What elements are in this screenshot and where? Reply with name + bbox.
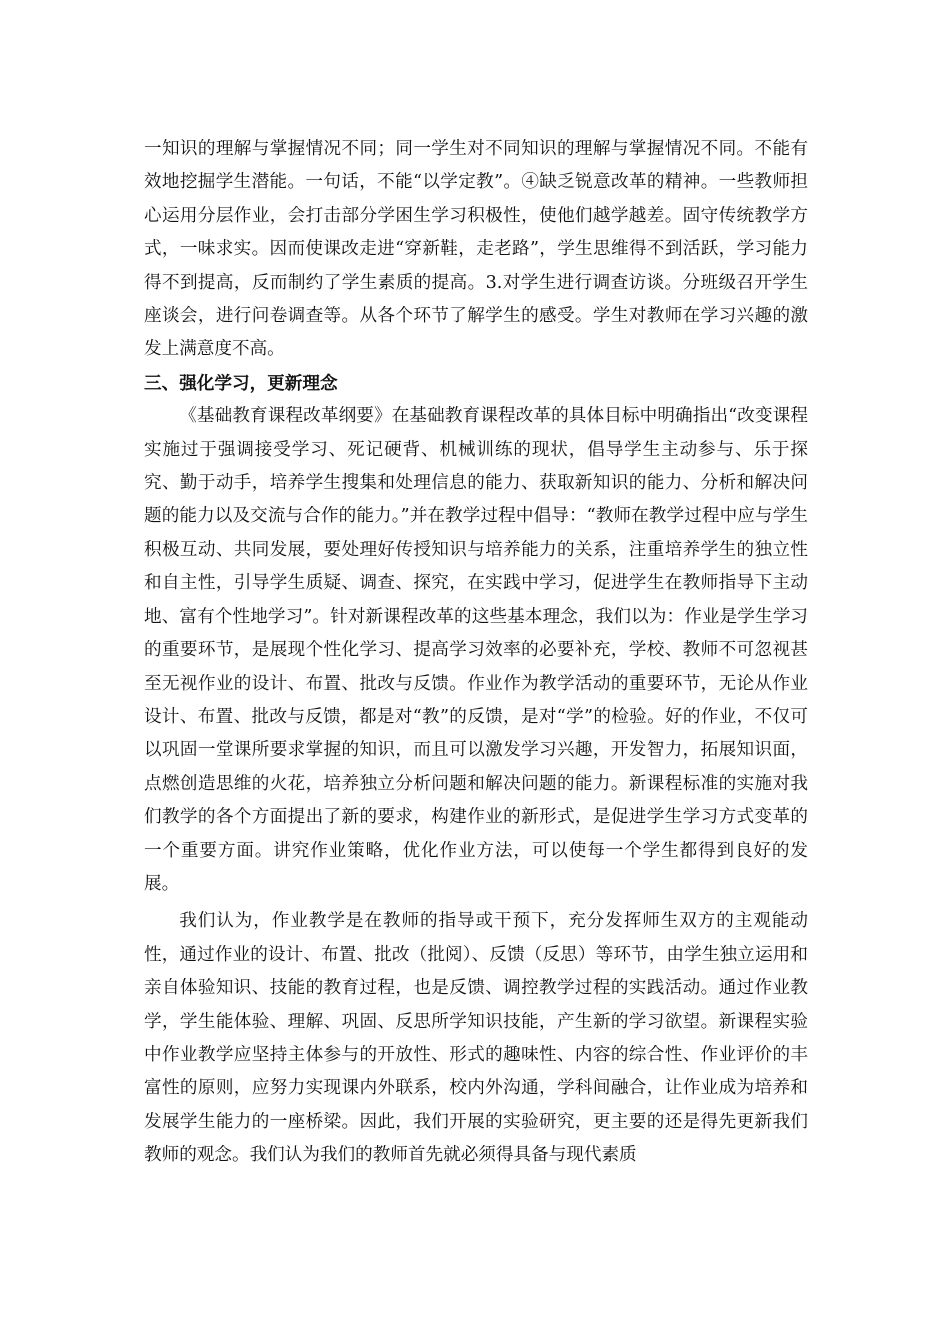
section-heading: 三、强化学习，更新理念	[144, 372, 338, 394]
paragraph-continuation: 一知识的理解与掌握情况不同；同一学生对不同知识的理解与掌握情况不同。不能有效地挖掘学生潜能。一句话，不能“以学定教”。④缺乏锐意改革的精神。一些教师担心运用分层作业，会打击部分学困生学习积极性，使他们越学越差。固守传统教学方式，一味求实。因而使课改走进“穿新鞋，走老路”，学生思维得不到活跃，学习能力得不到提高，反而制约了学生素质的提高。3.对学生进行调查访谈。分班级召开学生座谈会，进行问卷调查等。从各个环节了解学生的感受。学生对教师在学习兴趣的激发上满意度不高。	[144, 139, 808, 360]
paragraph-curriculum-outline: 《基础教育课程改革纲要》在基础教育课程改革的具体目标中明确指出“改变课程实施过于强调接受学习、死记硬背、机械训练的现状，倡导学生主动参与、乐于探究、勤于动手，培养学生搜集和处理信息的能力、获取新知识的能力、分析和解决问题的能力以及交流与合作的能力。”并在教学过程中倡导：“教师在教学过程中应与学生积极互动、共同发展，要处理好传授知识与培养能力的关系，注重培养学生的独立性和自主性，引导学生质疑、调查、探究，在实践中学习，促进学生在教师指导下主动地、富有个性地学习”。针对新课程改革的这些基本理念，我们以为：作业是学生学习的重要环节，是展现个性化学习、提高学习效率的必要补充，学校、教师不可忽视甚至无视作业的设计、布置、批改与反馈。作业作为教学活动的重要环节，无论从作业设计、布置、批改与反馈，都是对“教”的反馈，是对“学”的检验。好的作业，不仅可以巩固一堂课所要求掌握的知识，而且可以激发学习兴趣，开发智力，拓展知识面，点燃创造思维的火花，培养独立分析问题和解决问题的能力。新课程标准的实施对我们教学的各个方面提出了新的要求，构建作业的新形式，是促进学生学习方式变革的一个重要方面。讲究作业策略，优化作业方法，可以使每一个学生都得到良好的发展。	[144, 406, 808, 894]
document-page	[144, 133, 808, 1173]
paragraph-homework-belief: 我们认为，作业教学是在教师的指导或干预下，充分发挥师生双方的主观能动性，通过作业的设计、布置、批改（批阅）、反馈（反思）等环节，由学生独立运用和亲自体验知识、技能的教育过程，也是反馈、调控教学过程的实践活动。通过作业教学，学生能体验、理解、巩固、反思所学知识技能，产生新的学习欲望。新课程实验中作业教学应坚持主体参与的开放性、形式的趣味性、内容的综合性、作业评价的丰富性的原则，应努力实现课内外联系，校内外沟通，学科间融合，让作业成为培养和发展学生能力的一座桥梁。因此，我们开展的实验研究，更主要的还是得先更新我们教师的观念。我们认为我们的教师首先就必须得具备与现代素质	[144, 911, 808, 1166]
